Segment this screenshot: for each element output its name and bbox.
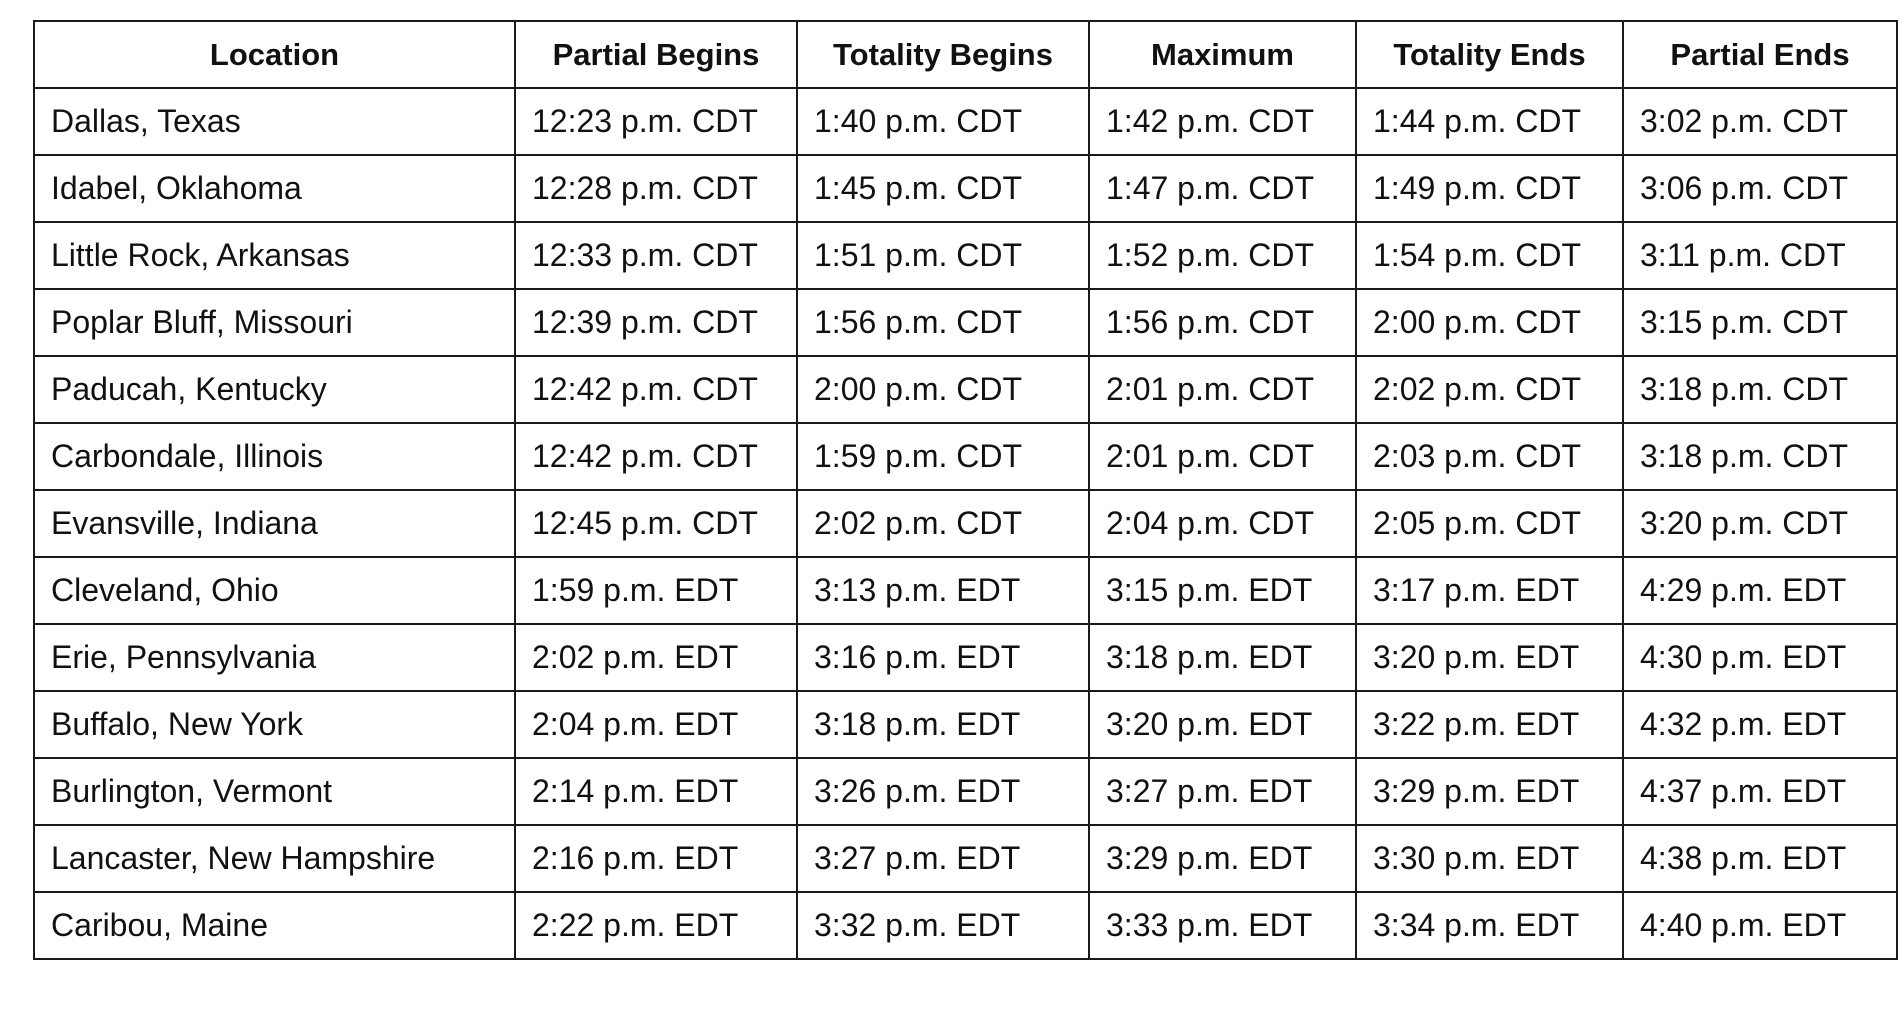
cell-partial-ends: 4:29 p.m. EDT bbox=[1623, 557, 1897, 624]
cell-partial-ends: 3:15 p.m. CDT bbox=[1623, 289, 1897, 356]
cell-partial-ends: 4:40 p.m. EDT bbox=[1623, 892, 1897, 959]
table-row bbox=[34, 758, 1897, 825]
cell-partial-ends: 3:02 p.m. CDT bbox=[1623, 88, 1897, 155]
cell-maximum: 3:33 p.m. EDT bbox=[1089, 892, 1356, 959]
cell-totality-ends: 3:34 p.m. EDT bbox=[1356, 892, 1623, 959]
cell-partial-ends: 4:32 p.m. EDT bbox=[1623, 691, 1897, 758]
cell-totality-begins: 3:13 p.m. EDT bbox=[797, 557, 1089, 624]
cell-maximum: 1:52 p.m. CDT bbox=[1089, 222, 1356, 289]
cell-partial-ends: 3:18 p.m. CDT bbox=[1623, 356, 1897, 423]
table-row bbox=[34, 289, 1897, 356]
cell-partial-begins: 2:02 p.m. EDT bbox=[515, 624, 797, 691]
cell-totality-begins: 1:59 p.m. CDT bbox=[797, 423, 1089, 490]
cell-totality-ends: 3:20 p.m. EDT bbox=[1356, 624, 1623, 691]
cell-totality-begins: 3:32 p.m. EDT bbox=[797, 892, 1089, 959]
table-row bbox=[34, 155, 1897, 222]
cell-location: Caribou, Maine bbox=[34, 892, 515, 959]
header-partial-begins: Partial Begins bbox=[515, 21, 797, 88]
table-row bbox=[34, 222, 1897, 289]
header-partial-ends: Partial Ends bbox=[1623, 21, 1897, 88]
cell-totality-begins: 3:27 p.m. EDT bbox=[797, 825, 1089, 892]
cell-totality-ends: 3:29 p.m. EDT bbox=[1356, 758, 1623, 825]
cell-totality-ends: 2:05 p.m. CDT bbox=[1356, 490, 1623, 557]
cell-maximum: 3:18 p.m. EDT bbox=[1089, 624, 1356, 691]
cell-partial-begins: 2:16 p.m. EDT bbox=[515, 825, 797, 892]
header-location: Location bbox=[34, 21, 515, 88]
cell-maximum: 1:47 p.m. CDT bbox=[1089, 155, 1356, 222]
cell-totality-ends: 3:22 p.m. EDT bbox=[1356, 691, 1623, 758]
cell-partial-begins: 1:59 p.m. EDT bbox=[515, 557, 797, 624]
cell-location: Evansville, Indiana bbox=[34, 490, 515, 557]
cell-totality-begins: 1:51 p.m. CDT bbox=[797, 222, 1089, 289]
cell-location: Erie, Pennsylvania bbox=[34, 624, 515, 691]
table-row bbox=[34, 490, 1897, 557]
cell-location: Paducah, Kentucky bbox=[34, 356, 515, 423]
cell-partial-begins: 12:42 p.m. CDT bbox=[515, 356, 797, 423]
header-totality-begins: Totality Begins bbox=[797, 21, 1089, 88]
cell-totality-begins: 2:00 p.m. CDT bbox=[797, 356, 1089, 423]
cell-maximum: 1:56 p.m. CDT bbox=[1089, 289, 1356, 356]
table-row bbox=[34, 825, 1897, 892]
cell-location: Little Rock, Arkansas bbox=[34, 222, 515, 289]
table-row bbox=[34, 423, 1897, 490]
cell-partial-ends: 4:37 p.m. EDT bbox=[1623, 758, 1897, 825]
cell-maximum: 2:01 p.m. CDT bbox=[1089, 356, 1356, 423]
cell-partial-begins: 12:39 p.m. CDT bbox=[515, 289, 797, 356]
cell-maximum: 3:20 p.m. EDT bbox=[1089, 691, 1356, 758]
cell-totality-begins: 3:18 p.m. EDT bbox=[797, 691, 1089, 758]
table-row bbox=[34, 88, 1897, 155]
cell-totality-begins: 3:26 p.m. EDT bbox=[797, 758, 1089, 825]
cell-totality-begins: 1:56 p.m. CDT bbox=[797, 289, 1089, 356]
cell-totality-ends: 1:54 p.m. CDT bbox=[1356, 222, 1623, 289]
table-row bbox=[34, 624, 1897, 691]
cell-partial-begins: 12:23 p.m. CDT bbox=[515, 88, 797, 155]
table-row bbox=[34, 691, 1897, 758]
cell-partial-begins: 12:33 p.m. CDT bbox=[515, 222, 797, 289]
eclipse-times-table bbox=[33, 20, 1898, 960]
cell-maximum: 1:42 p.m. CDT bbox=[1089, 88, 1356, 155]
cell-totality-ends: 2:00 p.m. CDT bbox=[1356, 289, 1623, 356]
cell-partial-ends: 3:06 p.m. CDT bbox=[1623, 155, 1897, 222]
table-row bbox=[34, 356, 1897, 423]
cell-maximum: 3:29 p.m. EDT bbox=[1089, 825, 1356, 892]
table-row bbox=[34, 892, 1897, 959]
header-row bbox=[34, 21, 1897, 88]
cell-partial-ends: 4:30 p.m. EDT bbox=[1623, 624, 1897, 691]
cell-totality-begins: 2:02 p.m. CDT bbox=[797, 490, 1089, 557]
cell-totality-ends: 2:02 p.m. CDT bbox=[1356, 356, 1623, 423]
cell-location: Dallas, Texas bbox=[34, 88, 515, 155]
cell-totality-ends: 3:17 p.m. EDT bbox=[1356, 557, 1623, 624]
table-body bbox=[34, 88, 1897, 959]
cell-partial-begins: 2:04 p.m. EDT bbox=[515, 691, 797, 758]
cell-partial-begins: 2:14 p.m. EDT bbox=[515, 758, 797, 825]
table-row bbox=[34, 557, 1897, 624]
cell-partial-begins: 12:42 p.m. CDT bbox=[515, 423, 797, 490]
eclipse-times-table-wrapper bbox=[33, 20, 1898, 960]
cell-partial-ends: 3:11 p.m. CDT bbox=[1623, 222, 1897, 289]
cell-totality-ends: 1:44 p.m. CDT bbox=[1356, 88, 1623, 155]
cell-totality-ends: 1:49 p.m. CDT bbox=[1356, 155, 1623, 222]
cell-totality-ends: 3:30 p.m. EDT bbox=[1356, 825, 1623, 892]
cell-partial-ends: 4:38 p.m. EDT bbox=[1623, 825, 1897, 892]
cell-location: Poplar Bluff, Missouri bbox=[34, 289, 515, 356]
cell-partial-begins: 12:28 p.m. CDT bbox=[515, 155, 797, 222]
cell-totality-begins: 1:45 p.m. CDT bbox=[797, 155, 1089, 222]
cell-totality-begins: 1:40 p.m. CDT bbox=[797, 88, 1089, 155]
cell-maximum: 3:27 p.m. EDT bbox=[1089, 758, 1356, 825]
cell-location: Cleveland, Ohio bbox=[34, 557, 515, 624]
cell-totality-ends: 2:03 p.m. CDT bbox=[1356, 423, 1623, 490]
cell-partial-ends: 3:20 p.m. CDT bbox=[1623, 490, 1897, 557]
cell-location: Carbondale, Illinois bbox=[34, 423, 515, 490]
cell-partial-ends: 3:18 p.m. CDT bbox=[1623, 423, 1897, 490]
cell-location: Idabel, Oklahoma bbox=[34, 155, 515, 222]
cell-location: Lancaster, New Hampshire bbox=[34, 825, 515, 892]
cell-totality-begins: 3:16 p.m. EDT bbox=[797, 624, 1089, 691]
cell-partial-begins: 12:45 p.m. CDT bbox=[515, 490, 797, 557]
cell-location: Buffalo, New York bbox=[34, 691, 515, 758]
cell-maximum: 2:04 p.m. CDT bbox=[1089, 490, 1356, 557]
cell-maximum: 3:15 p.m. EDT bbox=[1089, 557, 1356, 624]
table-header bbox=[34, 21, 1897, 88]
cell-location: Burlington, Vermont bbox=[34, 758, 515, 825]
header-totality-ends: Totality Ends bbox=[1356, 21, 1623, 88]
cell-maximum: 2:01 p.m. CDT bbox=[1089, 423, 1356, 490]
header-maximum: Maximum bbox=[1089, 21, 1356, 88]
cell-partial-begins: 2:22 p.m. EDT bbox=[515, 892, 797, 959]
